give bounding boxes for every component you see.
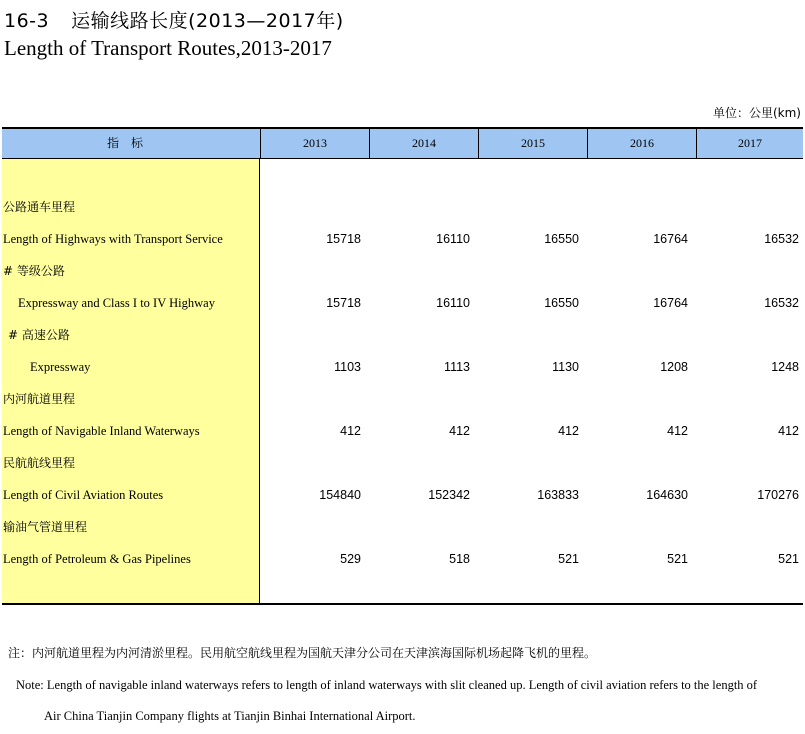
table-row [2,261,803,281]
table-row [2,293,803,313]
row-value: 16550 [544,232,579,246]
row-value: 152342 [428,488,470,502]
row-label: 内河航道里程 [3,392,76,406]
row-value: 1208 [660,360,688,374]
table-row [2,229,803,249]
note-en-line1: Note: Length of navigable inland waterways refers to length of inland waterways with slit cleaned up. Length of civil aviation refers to the length of [16,678,758,692]
row-label: 民航航线里程 [3,456,76,470]
row-value: 154840 [319,488,361,502]
note-en-line2: Air China Tianjin Company flights at Tianjin Binhai International Airport. [44,709,416,723]
row-value: 15718 [326,296,361,310]
row-value: 412 [667,424,688,438]
table-row [2,389,803,409]
header-year: 2014 [369,129,478,158]
row-value: 163833 [537,488,579,502]
table-row [2,549,803,569]
row-value: 16110 [436,232,470,246]
header-indicator: 指标 [106,136,155,150]
table-row [2,453,803,473]
row-value: 170276 [757,488,799,502]
row-value: 529 [340,552,361,566]
table-header [2,129,803,159]
row-value: 412 [778,424,799,438]
table-row [2,517,803,537]
row-value: 16532 [764,232,799,246]
header-year: 2015 [478,129,587,158]
header-year: 2016 [587,129,696,158]
row-value: 16110 [436,296,470,310]
table-row [2,357,803,377]
table-row [2,325,803,345]
row-value: 164630 [646,488,688,502]
header-year: 2013 [260,129,369,158]
row-label: 公路通车里程 [3,200,76,214]
row-value: 412 [340,424,361,438]
row-value: 518 [449,552,470,566]
page-title-cn [4,6,344,33]
row-value: 1103 [334,360,361,374]
row-label: # 高速公路 [8,328,70,342]
row-label: Expressway and Class I to IV Highway [18,296,215,310]
unit-label: 单位：公里(km) [712,106,801,120]
note-cn: 注：内河航道里程为内河清淤里程。民用航空航线里程为国航天津分公司在天津滨海国际机场起降飞机的里程。 [8,646,597,660]
row-value: 521 [667,552,688,566]
row-label: Length of Highways with Transport Service [3,232,223,246]
table-row [2,197,803,217]
table-row [2,485,803,505]
row-label: # 等级公路 [3,264,65,278]
row-value: 521 [558,552,579,566]
row-value: 412 [558,424,579,438]
row-label: Length of Navigable Inland Waterways [3,424,200,438]
row-value: 521 [778,552,799,566]
row-value: 1130 [552,360,579,374]
table-row [2,421,803,441]
title-cn-text: 运输线路长度(2013—2017年) [71,10,344,32]
row-value: 1248 [771,360,799,374]
row-value: 16764 [653,232,688,246]
row-label: Length of Petroleum & Gas Pipelines [3,552,191,566]
data-table [2,127,803,605]
row-value: 16532 [764,296,799,310]
row-value: 412 [449,424,470,438]
row-value: 1113 [444,360,470,374]
row-value: 15718 [326,232,361,246]
header-year: 2017 [696,129,803,158]
row-value: 16764 [653,296,688,310]
page-title-en: Length of Transport Routes,2013-2017 [4,36,332,60]
row-value: 16550 [544,296,579,310]
row-label: Expressway [30,360,91,374]
table-number: 16-3 [4,10,50,32]
row-label: 输油气管道里程 [3,520,88,534]
row-label: Length of Civil Aviation Routes [3,488,164,502]
